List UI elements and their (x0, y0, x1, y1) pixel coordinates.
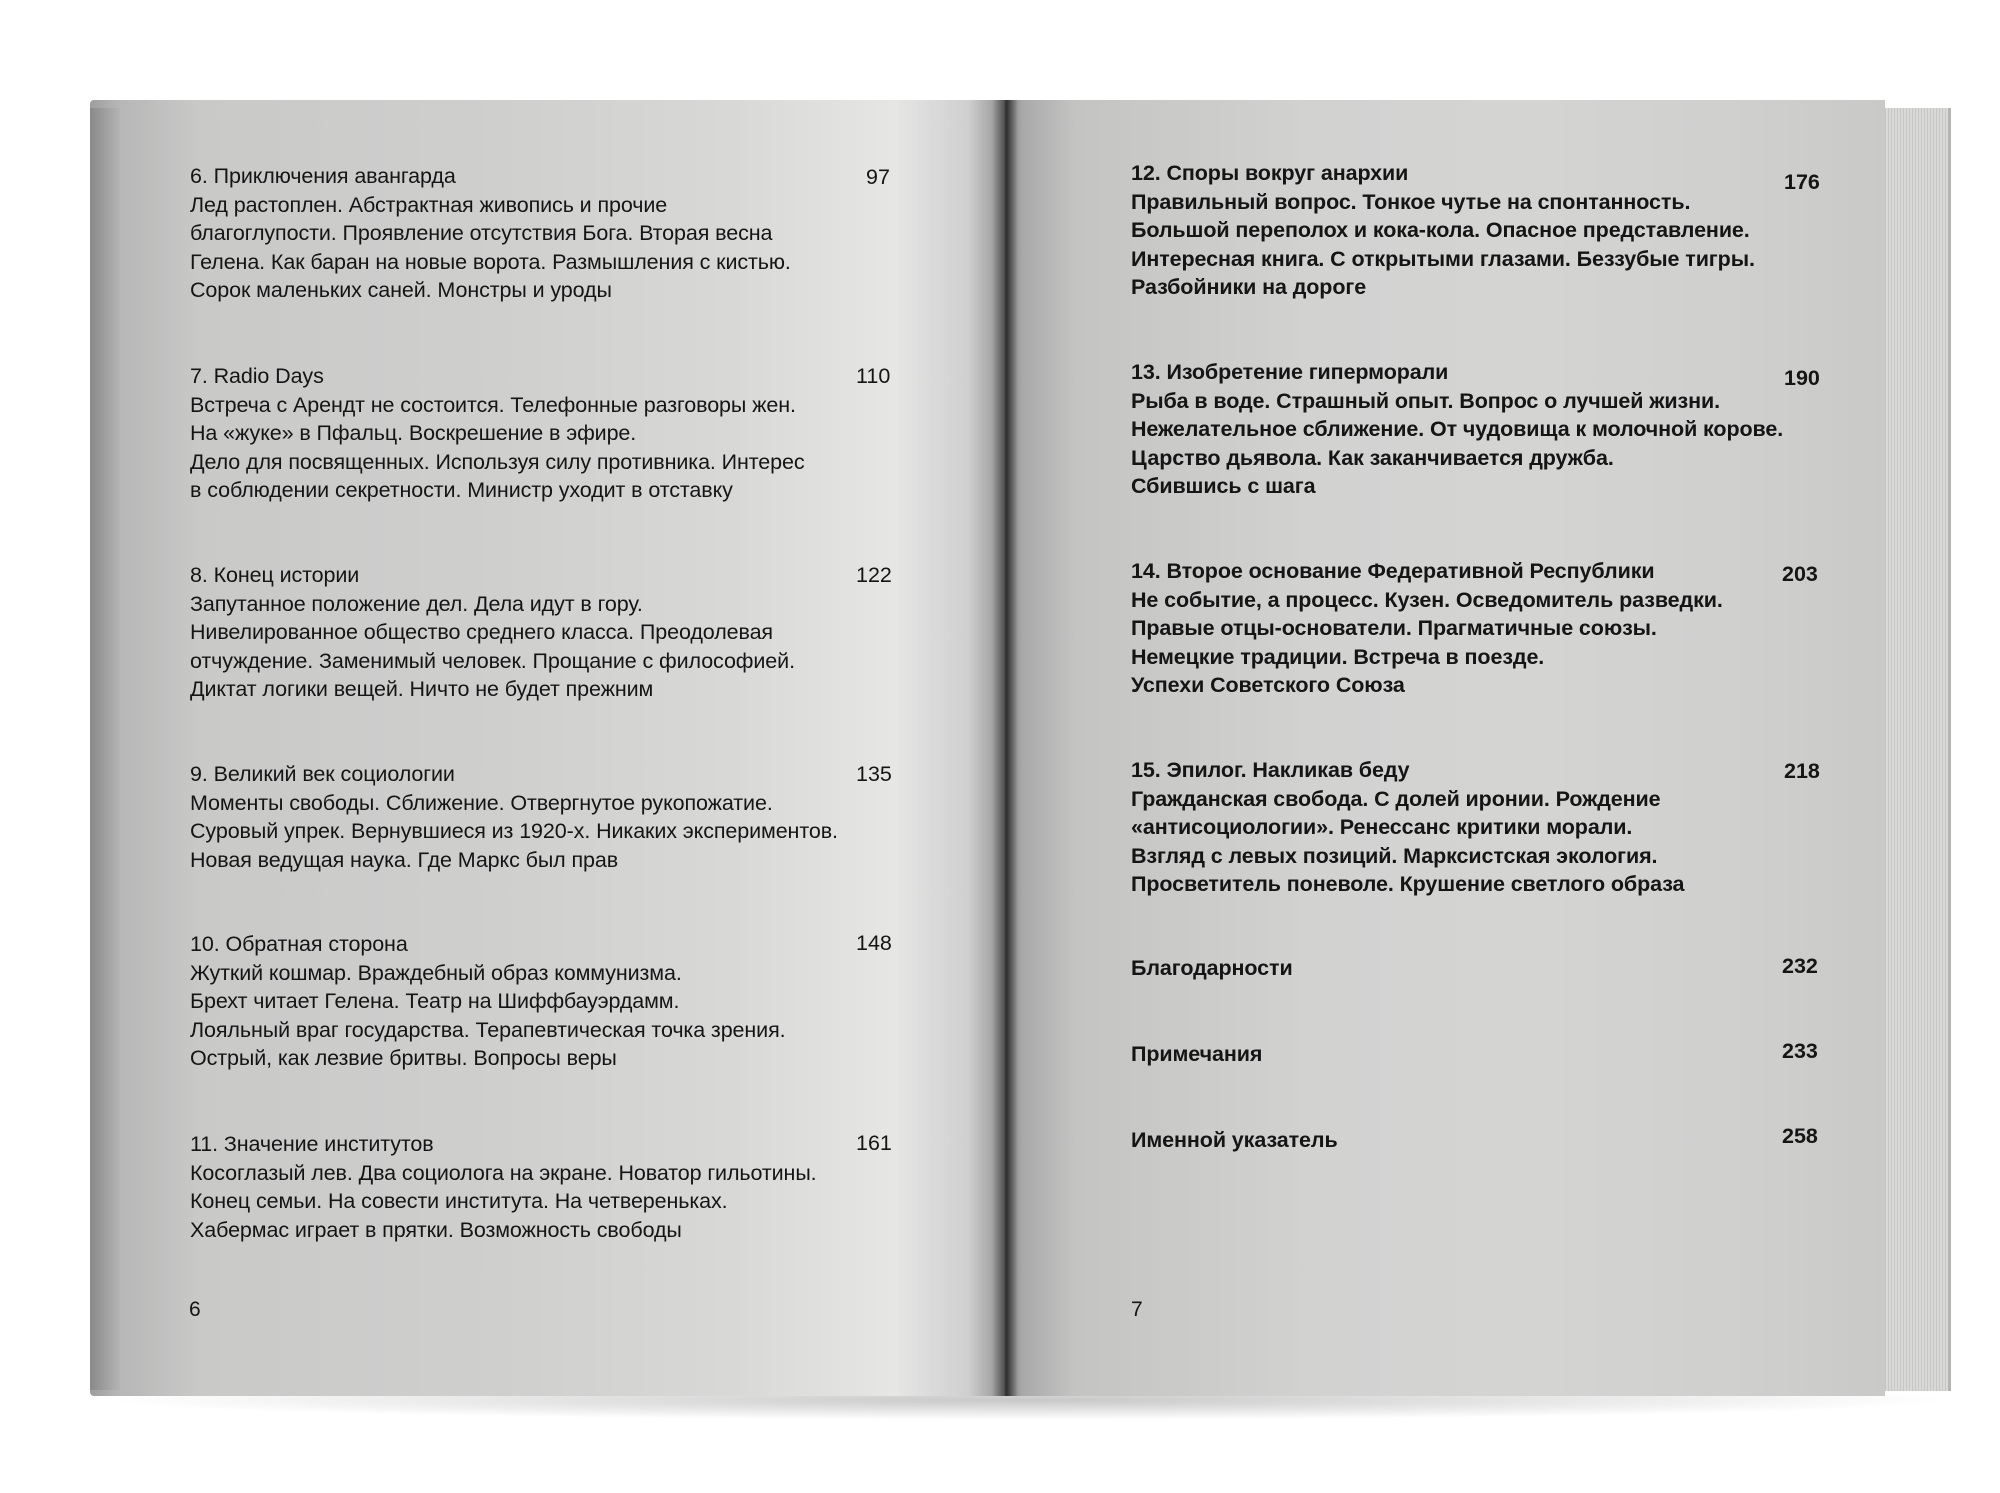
toc-entry (190, 760, 838, 874)
toc-entry-title: Благодарности (1131, 956, 1293, 980)
toc-entry-title: 13. Изобретение гиперморали (1131, 360, 1449, 384)
toc-entry-title: 7. Radio Days (190, 364, 324, 388)
toc-entry (1131, 557, 1723, 700)
toc-entry-description: Косоглазый лев. Два социолога на экране. Новатор гильотины. Конец семьи. На совести института. На четвереньках. Хабермас играет в прятки. Возможность свободы (190, 1160, 817, 1242)
book-spine (992, 100, 1018, 1396)
toc-entry (190, 162, 791, 305)
toc-entry-name-index (1131, 1126, 1338, 1155)
toc-page-number: 122 (856, 563, 892, 587)
page-number-folio: 7 (1131, 1298, 1143, 1321)
toc-page-number: 190 (1784, 366, 1820, 390)
toc-entry (190, 1130, 817, 1244)
toc-entry-title: 11. Значение институтов (190, 1132, 434, 1156)
toc-page-number: 110 (856, 364, 891, 388)
toc-entry-description: Правильный вопрос. Тонкое чутье на спонтанность. Большой переполох и кока-кола. Опасное представление. Интересная книга. С открытыми глазами. Беззубые тигры. Разбойники на дороге (1131, 189, 1755, 300)
left-page-edge (90, 108, 120, 1390)
toc-entry-description: Жуткий кошмар. Враждебный образ коммунизма. Брехт читает Гелена. Театр на Шиффбауэрдамм. Лояльный враг государства. Терапевтическая точка зрения. Острый, как лезвие бритвы. Вопросы веры (190, 960, 786, 1071)
toc-entry-description: Рыба в воде. Страшный опыт. Вопрос о лучшей жизни. Нежелательное сближение. От чудовища к молочной корове. Царство дьявола. Как заканчивается дружба. Сбившись с шага (1131, 388, 1784, 499)
toc-entry-description: Гражданская свобода. С долей иронии. Рождение «антисоциологии». Ренессанс критики морали. Взгляд с левых позиций. Марксистская экология. Просветитель поневоле. Крушение светлого образа (1131, 786, 1685, 897)
toc-entry-description: Лед растоплен. Абстрактная живопись и прочие благоглупости. Проявление отсутствия Бога. Вторая весна Гелена. Как баран на новые ворота. Размышления с кистью. Сорок маленьких саней. Монстры и уроды (190, 192, 791, 303)
toc-page-number: 135 (856, 762, 892, 786)
toc-page-number: 232 (1782, 954, 1818, 978)
toc-entry-title: 8. Конец истории (190, 563, 360, 587)
toc-entry (190, 561, 795, 704)
toc-entry (1131, 358, 1783, 501)
toc-page-number: 233 (1782, 1039, 1818, 1063)
toc-entry (190, 362, 805, 505)
toc-entry-title: 9. Великий век социологии (190, 762, 455, 786)
toc-page-number: 258 (1782, 1124, 1818, 1148)
toc-entry-description: Не событие, а процесс. Кузен. Осведомитель разведки. Правые отцы-основатели. Прагматичные союзы. Немецкие традиции. Встреча в поезде. Успехи Советского Союза (1131, 587, 1723, 698)
toc-page-number: 161 (856, 1131, 892, 1155)
toc-entry (190, 930, 786, 1073)
toc-page-number: 203 (1782, 562, 1818, 586)
toc-entry-title: 14. Второе основание Федеративной Республики (1131, 559, 1655, 583)
toc-page-number: 148 (856, 931, 892, 955)
toc-page-number: 97 (866, 165, 890, 189)
toc-entry-title: 6. Приключения авангарда (190, 164, 456, 188)
toc-entry-title: 10. Обратная сторона (190, 932, 408, 956)
toc-page-number: 176 (1784, 170, 1820, 194)
toc-entry (1131, 159, 1755, 302)
page-number-folio: 6 (189, 1298, 201, 1321)
toc-entry-description: Моменты свободы. Сближение. Отвергнутое рукопожатие. Суровый упрек. Вернувшиеся из 1920-х. Никаких экспериментов. Новая ведущая наука. Где Маркс был прав (190, 790, 838, 872)
page-block-edge (1880, 108, 1951, 1391)
toc-entry (1131, 756, 1684, 899)
toc-entry-title: Примечания (1131, 1042, 1263, 1066)
toc-page-number: 218 (1784, 759, 1820, 783)
toc-entry-description: Запутанное положение дел. Дела идут в гору. Нивелированное общество среднего класса. Преодолевая отчуждение. Заменимый человек. Прощание с философией. Диктат логики вещей. Ничто не будет прежним (190, 591, 795, 702)
toc-entry-title: 15. Эпилог. Накликав беду (1131, 758, 1410, 782)
toc-entry-notes (1131, 1040, 1262, 1069)
toc-entry-title: 12. Споры вокруг анархии (1131, 161, 1409, 185)
toc-entry-acknowledgements (1131, 954, 1293, 983)
toc-entry-title: Именной указатель (1131, 1128, 1338, 1152)
toc-entry-description: Встреча с Арендт не состоится. Телефонные разговоры жен. На «жуке» в Пфальц. Воскрешение в эфире. Дело для посвященных. Используя силу противника. Интерес в соблюдении секретности. Министр уходит в отставку (190, 392, 805, 503)
